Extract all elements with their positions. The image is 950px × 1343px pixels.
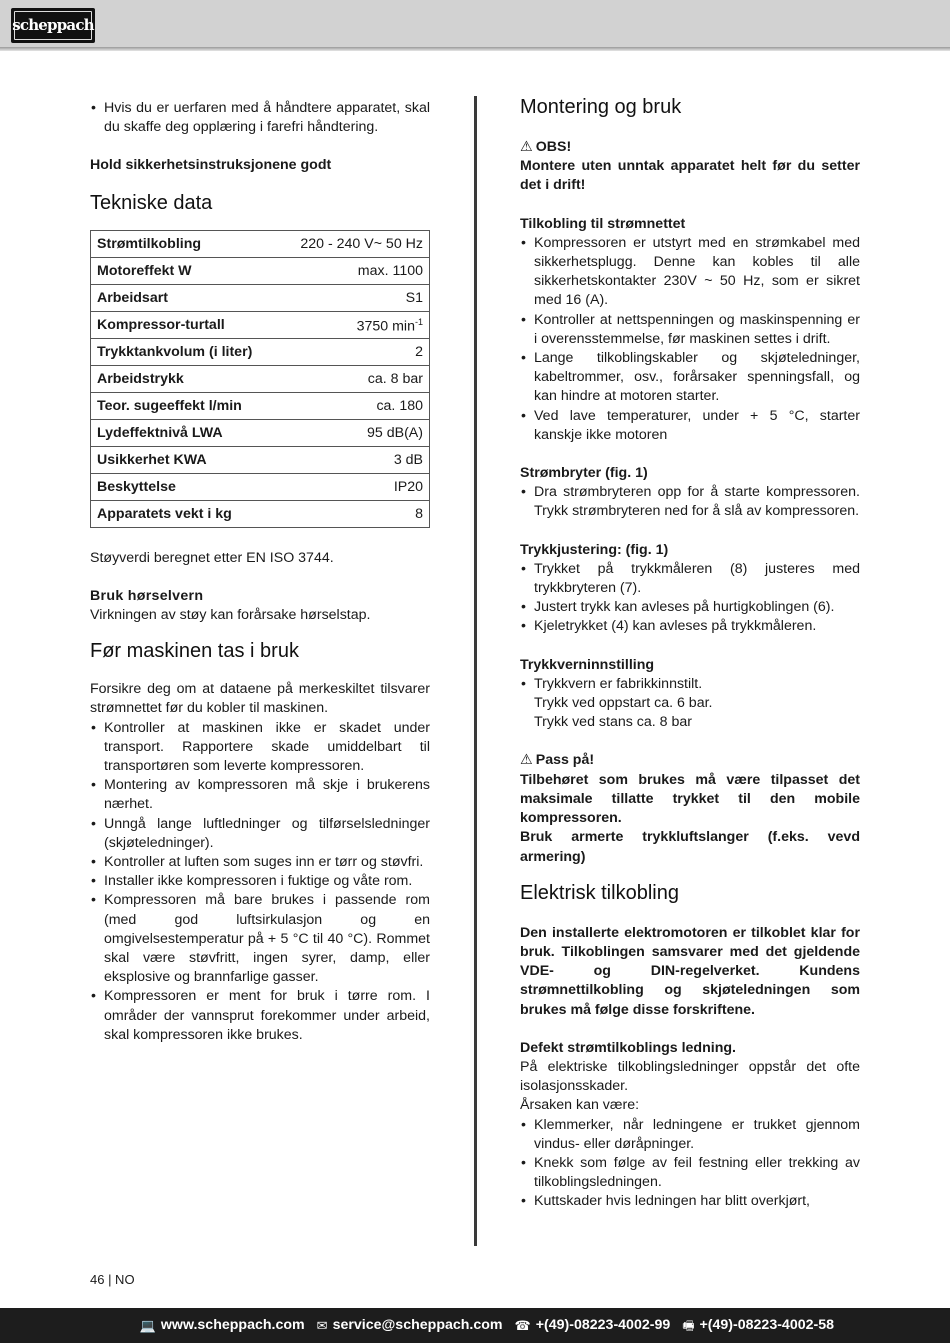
header-bar bbox=[0, 0, 950, 47]
footer-email[interactable] bbox=[317, 1316, 503, 1335]
table-row bbox=[91, 338, 430, 365]
spec-value-text: IP20 bbox=[393, 478, 423, 495]
spec-label: Beskyttelse bbox=[91, 473, 279, 500]
footer-bar bbox=[0, 1308, 950, 1343]
table-row bbox=[91, 446, 430, 473]
list-item: • Installer ikke kompressoren i fuktige og våte rom. bbox=[90, 872, 430, 891]
list-item: • Kuttskader hvis ledningen har blitt overkjørt, bbox=[520, 1192, 860, 1211]
defect-title: Defekt strømtilkoblings ledning. bbox=[520, 1039, 736, 1056]
electrical-title: Elektrisk tilkobling bbox=[520, 881, 679, 904]
spec-value bbox=[278, 284, 429, 311]
right-column bbox=[520, 95, 860, 1212]
pressure-list bbox=[520, 560, 860, 637]
spec-label: Teor. sugeeffekt l/min bbox=[91, 392, 279, 419]
scheppach-logo bbox=[11, 8, 95, 43]
spec-value-text: max. 1100 bbox=[357, 262, 423, 279]
footer-web-text: www.scheppach.com bbox=[160, 1316, 305, 1333]
obs-label: OBS! bbox=[535, 139, 572, 155]
spec-label: Arbeidsart bbox=[91, 284, 279, 311]
switch-title: Strømbryter (fig. 1) bbox=[520, 465, 648, 482]
list-item: • Unngå lange luftledninger og tilførselsledninger (skjøteledninger). bbox=[90, 815, 430, 853]
list-item: • Justert trykk kan avleses på hurtigkoblingen (6). bbox=[520, 598, 860, 617]
mounting-title: Montering og bruk bbox=[520, 96, 682, 118]
footer-fax[interactable] bbox=[682, 1316, 834, 1335]
list-item: • Dra strømbryteren opp for å starte kompressoren. Trykk strømbryteren ned for å slå av kompressoren. bbox=[520, 483, 860, 521]
spec-value-text: 3750 min bbox=[356, 318, 415, 335]
spec-value-text: ca. 180 bbox=[376, 397, 423, 414]
hearing-title: Bruk hørselvern bbox=[90, 587, 204, 604]
noise-note: Støyverdi beregnet etter EN ISO 3744. bbox=[90, 549, 334, 566]
footer-web[interactable] bbox=[140, 1316, 305, 1335]
table-row bbox=[91, 230, 430, 257]
logo-text: scheppach bbox=[12, 15, 94, 34]
table-row bbox=[91, 500, 430, 527]
table-row bbox=[91, 473, 430, 500]
spec-label: Motoreffekt W bbox=[91, 257, 279, 284]
list-item: • Trykkvern er fabrikkinnstilt. bbox=[520, 675, 860, 694]
spec-value bbox=[278, 392, 429, 419]
footer-phone[interactable] bbox=[515, 1316, 671, 1335]
switch-list bbox=[520, 483, 860, 521]
list-item: • Montering av kompressoren må skje i brukerens nærhet. bbox=[90, 776, 430, 814]
warning-icon: ⚠ bbox=[520, 139, 533, 155]
relief-start: Trykk ved oppstart ca. 6 bar. bbox=[534, 695, 713, 712]
spec-value bbox=[278, 230, 429, 257]
spec-label: Apparatets vekt i kg bbox=[91, 500, 279, 527]
defect-text-1: På elektriske tilkoblingsledninger oppstår det ofte isolasjonsskader. bbox=[520, 1058, 860, 1095]
pressure-title: Trykkjustering: (fig. 1) bbox=[520, 541, 669, 558]
caution-text-1: Tilbehøret som brukes må være tilpasset det maksimale tillatte trykket til den mobile kompressoren. bbox=[520, 771, 860, 827]
defect-list bbox=[520, 1116, 860, 1212]
intro-list bbox=[90, 99, 430, 137]
list-item: • Kompressoren må bare brukes i passende rom (med god luftsirkulasjon og en omgivelsestemperatur på + 5 °C til 40 °C). Rommet skal være støvfritt, ingen syrer, damp, eller eksplosive og brannfarlige gasser. bbox=[90, 891, 430, 987]
power-title: Tilkobling til strømnettet bbox=[520, 215, 686, 232]
column-divider bbox=[474, 96, 477, 1246]
spec-value bbox=[278, 311, 429, 338]
list-item: • Kontroller at maskinen ikke er skadet under transport. Rapportere skade umiddelbart til transportøren som leverte kompressoren. bbox=[90, 719, 430, 777]
spec-value-text: S1 bbox=[405, 289, 423, 306]
spec-label: Trykktankvolum (i liter) bbox=[91, 338, 279, 365]
power-list bbox=[520, 234, 860, 445]
table-row bbox=[91, 311, 430, 338]
computer-icon: 💻 bbox=[139, 1317, 156, 1333]
list-item: • Trykket på trykkmåleren (8) justeres med trykkbryteren (7). bbox=[520, 560, 860, 598]
keep-instructions: Hold sikkerhetsinstruksjonene godt bbox=[90, 157, 332, 174]
spec-label: Lydeffektnivå LWA bbox=[91, 419, 279, 446]
before-intro: Forsikre deg om at dataene på merkeskiltet tilsvarer strømnettet før du kobler til maskinen. bbox=[90, 681, 430, 717]
spec-value bbox=[278, 338, 429, 365]
spec-value-text: 2 bbox=[415, 343, 423, 360]
spec-label: Usikkerhet KWA bbox=[91, 446, 279, 473]
table-row bbox=[91, 392, 430, 419]
caution-label: Pass på! bbox=[535, 752, 595, 769]
list-item: • Kompressoren er ment for bruk i tørre rom. I områder der vannsprut forekommer under arbeid, skal kompressoren ikke brukes. bbox=[90, 987, 430, 1045]
page-number: 46 | NO bbox=[90, 1272, 135, 1287]
fax-icon: 🖷 bbox=[682, 1317, 695, 1333]
list-item: • Kompressoren er utstyrt med en strømkabel med sikkerhetsplugg. Denne kan kobles til alle sikkerhetskontakter 230V ~ 50 Hz, som er sikret med 16 (A). bbox=[520, 234, 860, 311]
table-row bbox=[91, 419, 430, 446]
relief-stop: Trykk ved stans ca. 8 bar bbox=[534, 714, 692, 731]
spec-value-text: 8 bbox=[415, 505, 423, 522]
footer-email-text: service@scheppach.com bbox=[332, 1316, 503, 1333]
electrical-text: Den installerte elektromotoren er tilkoblet klar for bruk. Tilkoblingen samsvarer med det gjeldende VDE- og DIN-regelverket. Kundens strømnettilkobling og skjøteledningen som brukes må følge disse forskriftene. bbox=[520, 924, 860, 1018]
list-item: • Kjeletrykket (4) kan avleses på trykkmåleren. bbox=[520, 617, 860, 636]
list-item: • Kontroller at luften som suges inn er tørr og støvfri. bbox=[90, 853, 430, 872]
warning-icon: ⚠ bbox=[520, 752, 533, 769]
tech-data-table bbox=[90, 230, 430, 528]
list-item: • Lange tilkoblingskabler og skjøteledninger, kabeltrommer, osv., forårsaker spenningsfall, og kan hindre at motoren starter. bbox=[520, 349, 860, 407]
hearing-text: Virkningen av støy kan forårsake hørselstap. bbox=[90, 607, 371, 624]
list-item: • Kontroller at nettspenningen og maskinspenning er i overensstemmelse, før maskinen settes i drift. bbox=[520, 311, 860, 349]
table-row bbox=[91, 365, 430, 392]
header-shadow bbox=[0, 47, 950, 51]
mail-icon: ✉ bbox=[316, 1317, 328, 1333]
defect-text-2: Årsaken kan være: bbox=[520, 1097, 640, 1114]
spec-value bbox=[278, 257, 429, 284]
list-item: • Ved lave temperaturer, under + 5 °C, starter kanskje ikke motoren bbox=[520, 407, 860, 445]
caution-text-2: Bruk armerte trykkluftslanger (f.eks. vevd armering) bbox=[520, 829, 860, 865]
obs-text: Montere uten unntak apparatet helt før du setter det i drift! bbox=[520, 158, 860, 194]
spec-label: Kompressor-turtall bbox=[91, 311, 279, 338]
spec-value bbox=[278, 365, 429, 392]
list-item: • Klemmerker, når ledningene er trukket gjennom vindus- eller døråpninger. bbox=[520, 1116, 860, 1154]
spec-value bbox=[278, 473, 429, 500]
relief-title: Trykkverninnstilling bbox=[520, 656, 655, 673]
phone-icon: ☎ bbox=[514, 1317, 531, 1333]
spec-label: Strømtilkobling bbox=[91, 230, 279, 257]
spec-value-text: 95 dB(A) bbox=[367, 424, 423, 441]
spec-value bbox=[278, 419, 429, 446]
footer-phone-text: +(49)-08223-4002-99 bbox=[535, 1316, 671, 1333]
relief-list bbox=[520, 675, 860, 694]
spec-value-text: 3 dB bbox=[393, 451, 423, 468]
list-item: • Knekk som følge av feil festning eller trekking av tilkoblingsledningen. bbox=[520, 1154, 860, 1192]
tech-data-title: Tekniske data bbox=[90, 191, 213, 214]
spec-unit-exponent: -1 bbox=[414, 317, 423, 328]
spec-label: Arbeidstrykk bbox=[91, 365, 279, 392]
left-column bbox=[90, 99, 430, 1045]
intro-bullet: • Hvis du er uerfaren med å håndtere apparatet, skal du skaffe deg opplæring i farefri håndtering. bbox=[90, 99, 430, 137]
spec-value bbox=[278, 446, 429, 473]
table-row bbox=[91, 284, 430, 311]
before-use-title: Før maskinen tas i bruk bbox=[90, 640, 299, 663]
spec-value-text: ca. 8 bar bbox=[367, 370, 423, 387]
before-use-list bbox=[90, 719, 430, 1045]
table-row bbox=[91, 257, 430, 284]
spec-value-text: 220 - 240 V~ 50 Hz bbox=[300, 235, 423, 252]
spec-value bbox=[278, 500, 429, 527]
footer-fax-text: +(49)-08223-4002-58 bbox=[699, 1316, 834, 1333]
